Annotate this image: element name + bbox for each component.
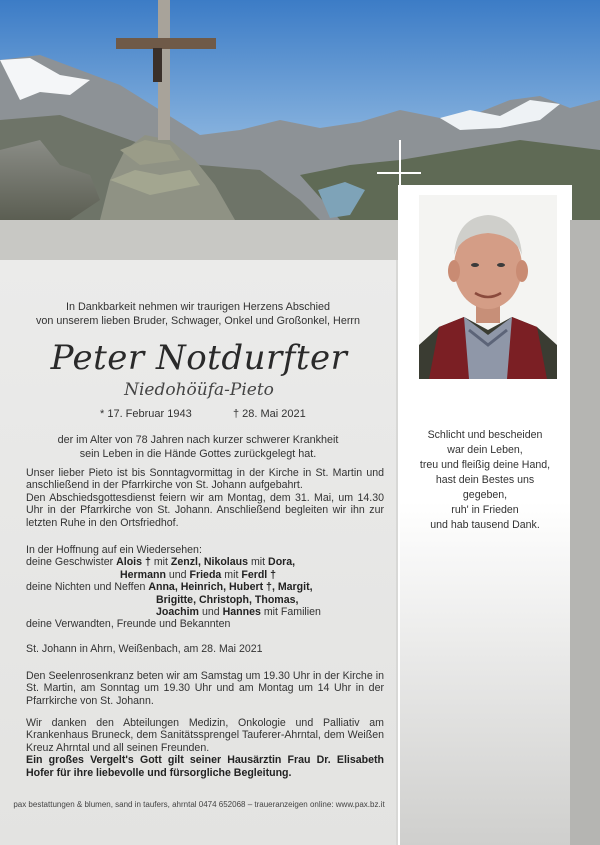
- families-text: mit Familien: [263, 606, 321, 619]
- nieces-names-2: Brigitte, Christoph, Thomas,: [156, 593, 299, 606]
- connector-mit: mit: [153, 556, 168, 569]
- nieces-names-1: Anna, Heinrich, Hubert †, Margit,: [148, 581, 313, 594]
- siblings-line-1: [26, 556, 384, 568]
- siblings-line-2: [26, 569, 384, 581]
- deceased-nickname: Niedohöüfa-Pieto: [124, 380, 274, 400]
- poem-line: gegeben,: [462, 489, 508, 501]
- age-line-1: der im Alter von 78 Jahren nach kurzer schwerer Krankheit: [57, 434, 339, 446]
- thanks-paragraph: [26, 717, 384, 779]
- niece-joachim: Joachim: [156, 606, 199, 619]
- mourners-list: [26, 544, 384, 631]
- connector-mit: mit: [250, 556, 266, 569]
- thin-cross-horizontal: [377, 172, 421, 174]
- sibling-frieda: Frieda: [189, 568, 222, 581]
- poem-line: treu und fleißig deine Hand,: [419, 459, 551, 471]
- sibling-ferdl: Ferdl †: [241, 568, 277, 581]
- relatives-line: deine Verwandten, Freunde und Bekannten: [26, 618, 231, 631]
- connector-und: und: [201, 606, 220, 619]
- sibling-dora: Dora,: [268, 556, 296, 569]
- portrait-photo: [419, 195, 557, 379]
- deceased-name: Peter Notdurfter: [50, 338, 348, 378]
- age-line-2: sein Leben in die Hände Gottes zurückgelegt hat.: [79, 448, 317, 460]
- nieces-lead: deine Nichten und Neffen: [26, 581, 146, 594]
- connector-mit: mit: [224, 568, 239, 581]
- poem-line: und hab tausend Dank.: [430, 519, 540, 531]
- poem-line: war dein Leben,: [447, 444, 523, 456]
- thanks-text: Wir danken den Abteilungen Medizin, Onkologie und Palliativ am Krankenhaus Bruneck, dem Sanitätssprengel Tauferer-Ahrntal, dem Weißen Kreuz Ahrntal und all seinen Freunden.: [26, 717, 384, 754]
- poem-line: hast dein Bestes uns: [435, 474, 535, 486]
- connector-und: und: [168, 568, 187, 581]
- intro-line-2: von unserem lieben Bruder, Schwager, Onkel und Großonkel, Herrn: [35, 315, 361, 327]
- poem-line: ruh' in Frieden: [451, 504, 519, 516]
- niece-hannes: Hannes: [222, 606, 261, 619]
- birth-date: * 17. Februar 1943: [100, 408, 192, 420]
- nieces-line-3: [26, 606, 384, 618]
- place-date: St. Johann in Ahrn, Weißenbach, am 28. Mai 2021: [26, 643, 263, 655]
- thin-cross-vertical: [399, 140, 401, 185]
- thanks-doctor-text: Ein großes Vergelt's Gott gilt seiner Hausärztin Frau Dr. Elisabeth Hofer für ihre liebevolle und fürsorgliche Begleitung.: [26, 754, 384, 779]
- sibling-zenzl-nikolaus: Zenzl, Nikolaus: [170, 556, 249, 569]
- funeral-home-footer: pax bestattungen & blumen, sand in taufers, ahrntal 0474 652068 – traueranzeigen online: www.pax.bz.it: [13, 800, 385, 809]
- death-date: † 28. Mai 2021: [233, 408, 306, 420]
- funeral-mass-paragraph: [26, 467, 384, 529]
- poem-line: Schlicht und bescheiden: [427, 429, 543, 441]
- sibling-alois: Alois †: [116, 556, 151, 569]
- age-text: [10, 433, 386, 461]
- rosary-paragraph: Den Seelenrosenkranz beten wir am Samstag um 19.30 Uhr in der Kirche in St. Martin, am Sonntag um 19.30 Uhr und am Montag um 14 Uhr in der Pfarrkirche von St. Johann.: [26, 670, 384, 707]
- intro-line-1: In Dankbarkeit nehmen wir traurigen Herzens Abschied: [65, 301, 331, 313]
- intro-text: [10, 300, 386, 328]
- service-text: Den Abschiedsgottesdienst feiern wir am Montag, dem 31. Mai, um 14.30 Uhr in der Pfarrkirche von St. Johann. Anschließend begleiten wir ihn zur letzten Ruhe in den Ortsfriedhof.: [26, 491, 384, 529]
- memorial-poem: [402, 428, 568, 533]
- right-edge-strip: [570, 220, 600, 845]
- nieces-line-1: [26, 581, 384, 593]
- sibling-hermann: Hermann: [120, 568, 166, 581]
- portrait-of-deceased: [419, 195, 557, 379]
- siblings-lead: deine Geschwister: [26, 556, 114, 569]
- viewing-text: Unser lieber Pieto ist bis Sonntagvormittag in der Kirche in St. Martin und anschließend in der Pfarrkirche von St. Johann aufgebahrt.: [26, 467, 384, 492]
- nieces-line-2: [26, 594, 384, 606]
- mourners-heading: In der Hoffnung auf ein Wiedersehen:: [26, 544, 202, 556]
